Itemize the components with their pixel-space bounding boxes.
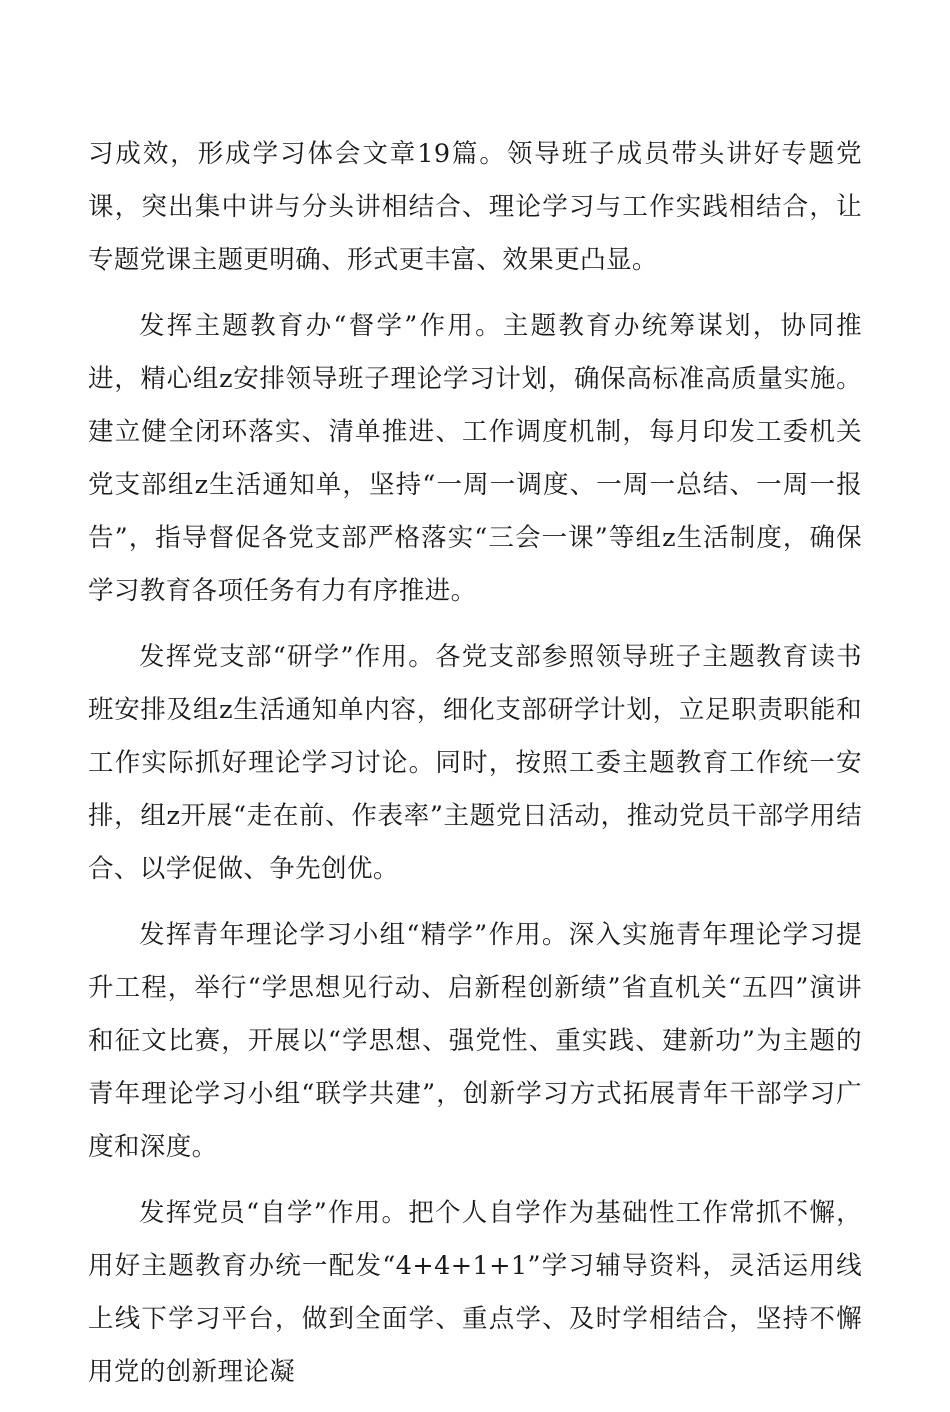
paragraph-self-study: 发挥党员“自学”作用。把个人自学作为基础性工作常抓不懈，用好主题教育办统一配发“4+4+1+1”学习辅导资料，灵活运用线上线下学习平台，做到全面学、重点学、及时学相结合，坚持不懈用党的创新理论凝	[88, 1198, 862, 1387]
document-page	[88, 128, 862, 1412]
paragraph-youth-study: 发挥青年理论学习小组“精学”作用。深入实施青年理论学习提升工程，举行“学思想见行动、启新程创新绩”省直机关“五四”演讲和征文比赛，开展以“学思想、强党性、重实践、建新功”为主题的青年理论学习小组“联学共建”，创新学习方式拓展青年干部学习广度和深度。	[88, 920, 862, 1162]
paragraph-supervised-study: 发挥主题教育办“督学”作用。主题教育办统筹谋划，协同推进，精心组z安排领导班子理论学习计划，确保高标准高质量实施。建立健全闭环落实、清单推进、工作调度机制，每月印发工委机关党支部组z生活通知单，坚持“一周一调度、一周一总结、一周一报告”，指导督促各党支部严格落实“三会一课”等组z生活制度，确保学习教育各项任务有力有序推进。	[88, 311, 862, 606]
paragraph-branch-study: 发挥党支部“研学”作用。各党支部参照领导班子主题教育读书班安排及组z生活通知单内容，细化支部研学计划，立足职责职能和工作实际抓好理论学习讨论。同时，按照工委主题教育工作统一安排，组z开展“走在前、作表率”主题党日活动，推动党员干部学用结合、以学促做、争先创优。	[88, 642, 862, 884]
paragraph-continued: 习成效，形成学习体会文章19篇。领导班子成员带头讲好专题党课，突出集中讲与分头讲相结合、理论学习与工作实践相结合，让专题党课主题更明确、形式更丰富、效果更凸显。	[88, 139, 862, 275]
